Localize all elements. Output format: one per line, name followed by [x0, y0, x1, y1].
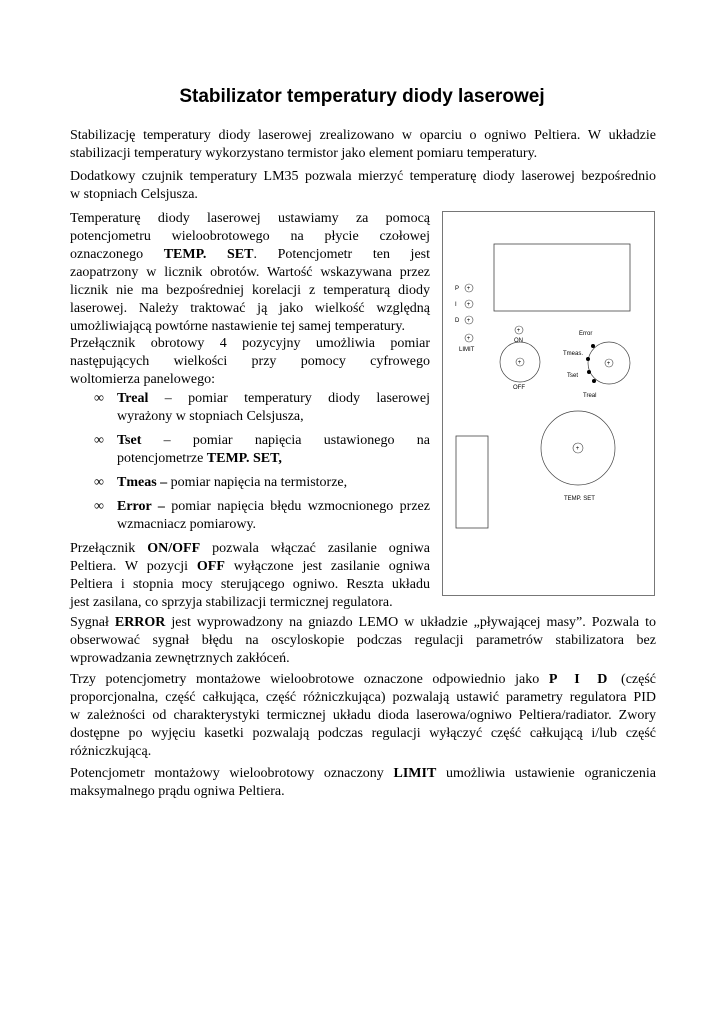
selector-position-dot: [586, 357, 590, 361]
list-item: ∞ Error – pomiar napięcia błędu wzmocnionego przez wzmacniacz pomiarowy.: [94, 499, 430, 532]
label-d: D: [455, 318, 460, 324]
text-line: wprowadzania zewnętrznych zakłóceń.: [70, 651, 290, 666]
trimmer-plus-label: +: [466, 336, 471, 343]
text-line: zaopatrzony w licznik obrotów. Wartość wskazywana przez: [70, 265, 430, 280]
label-error: Error: [579, 331, 593, 337]
label-limit: LIMIT: [459, 347, 475, 353]
label-p: P: [455, 286, 460, 292]
bold-term: Tset: [117, 433, 142, 448]
text-line: maksymalnego prądu ogniwa Peltiera.: [70, 784, 285, 799]
knob-plus-label: +: [575, 446, 580, 453]
label-i: I: [455, 302, 457, 308]
paragraph-lm35: [70, 168, 656, 204]
paragraph-error: [70, 614, 656, 668]
list-item: ∞ Tmeas – pomiar napięcia na termistorze,: [94, 475, 348, 490]
label-tmeas: Tmeas.: [563, 351, 584, 357]
front-panel-diagram: [442, 211, 655, 596]
switch-plus-label: +: [517, 360, 522, 367]
bullet-symbol: ∞: [94, 433, 104, 448]
turns-counter-window: [456, 436, 488, 528]
bold-term: Error –: [117, 499, 165, 514]
text-line: Stabilizację temperatury diody laserowej zrealizowano w oparciu o ogniwo Peltiera. W układzie: [70, 128, 656, 143]
trimmer-plus-label: +: [466, 286, 471, 293]
text-line: dostępne po wyjęciu kasetki pozwalają podczas regulacji wyłączyć część całkującą i/lub część: [70, 726, 656, 741]
text-line: Peltiera. W pozycji OFF wyłączone jest zasilanie ogniwa: [70, 559, 430, 574]
panel-outline: [443, 212, 655, 596]
page-title: Stabilizator temperatury diody laserowej: [179, 86, 545, 107]
text-line: potencjometru wieloobrotowego na płycie czołowej: [70, 229, 430, 244]
paragraph-switch: [70, 335, 430, 389]
bold-term: Tmeas –: [117, 475, 168, 490]
text-line: woltomierza panelowego:: [70, 372, 216, 387]
label-tset: Tset: [567, 373, 579, 379]
text-line: różniczkującą.: [70, 744, 152, 759]
socket-plus-label: +: [516, 328, 521, 335]
list-item: ∞ Treal – pomiar temperatury diody laserowej wyrażony w stopniach Celsjusza,: [94, 391, 430, 424]
text-line: obserwować sygnał błędu na oscyloskopie podczas regulacji parametrów stabilizatora bez: [70, 633, 656, 648]
trimmer-plus-label: +: [466, 318, 471, 325]
paragraph-limit: [70, 765, 656, 801]
text-line: Temperaturę diody laserowej ustawiamy za pomocą: [70, 211, 430, 226]
paragraph-pid: [70, 671, 656, 761]
text-line: Peltiera i stopnia mocy sterującego ogniwo. Reszta układu: [70, 577, 430, 592]
paragraph-intro: [70, 127, 656, 163]
text-line: Potencjometr montażowy wieloobrotowy oznaczony LIMIT umożliwia ustawienie ograniczenia: [70, 766, 656, 781]
selector-position-dot: [587, 370, 591, 374]
text-line: Dodatkowy czujnik temperatury LM35 pozwala mierzyć temperaturę diody laserowej bezpośrednio: [70, 169, 656, 184]
text-line: w stopniach Celsjusza.: [70, 187, 198, 202]
label-on: ON: [514, 338, 523, 344]
text-line: umożliwiającą powtórne nastawienie tej samej temperatury.: [70, 319, 405, 334]
bold-term: P I D: [548, 672, 612, 687]
bold-term: TEMP. SET: [163, 247, 254, 262]
list-item: ∞ Tset – pomiar napięcia ustawionego na potencjometrze TEMP. SET,: [94, 433, 430, 466]
text-line: Trzy potencjometry montażowe wieloobrotowe oznaczone odpowiednio jako P I D (część: [70, 672, 656, 687]
bold-term: OFF: [196, 559, 225, 574]
bold-term: TEMP. SET,: [206, 451, 282, 466]
text-line: w zależności od charakterystyki termicznej układu dioda laserowa/ogniwo Peltiera/radiator. Zwory: [70, 708, 656, 723]
text-line: laserowej. Należy traktować ją jako wielkość względną: [70, 301, 430, 316]
text-line: licznik nie ma bezpośredniej korelacji z temperaturą diody: [70, 283, 430, 298]
label-off: OFF: [513, 385, 525, 391]
trimmer-plus-label: +: [466, 302, 471, 309]
label-treal: Treal: [583, 393, 597, 399]
selector-plus-label: +: [606, 361, 611, 368]
text-line: oznaczonego TEMP. SET. Potencjometr ten jest: [70, 247, 431, 262]
text-line: proporcjonalna, część całkująca, część różniczkująca) pozwalają ustawić parametry regulatora PID: [70, 690, 656, 705]
text-line: stabilizacji temperatury wykorzystano termistor jako element pomiaru temperatury.: [70, 146, 538, 161]
paragraph-on-off: [70, 540, 430, 612]
bold-term: LIMIT: [393, 766, 437, 781]
bold-term: ERROR: [114, 615, 166, 630]
bullet-symbol: ∞: [94, 499, 104, 514]
bullet-symbol: ∞: [94, 475, 104, 490]
bold-term: ON/OFF: [147, 541, 201, 556]
text-line: następujących wielkości przy pomocy cyfrowego: [70, 354, 430, 369]
paragraph-temp-set: [70, 210, 430, 336]
selector-position-dot: [592, 379, 596, 383]
text-line: jest zasilana, co sprzyja stabilizacji termicznej regulatora.: [70, 595, 393, 610]
selector-position-dot: [591, 344, 595, 348]
label-temp-set: TEMP. SET: [564, 496, 595, 502]
display-window: [494, 244, 630, 311]
measurement-list: [94, 390, 430, 540]
text-line: Sygnał ERROR jest wyprowadzony na gniazdo LEMO w układzie „pływającej masy”. Pozwala to: [70, 615, 656, 630]
text-line: Przełącznik obrotowy 4 pozycyjny umożliwia pomiar: [70, 336, 430, 351]
bullet-symbol: ∞: [94, 391, 104, 406]
text-line: Przełącznik ON/OFF pozwala włączać zasilanie ogniwa: [70, 541, 430, 556]
bold-term: Treal: [117, 391, 149, 406]
